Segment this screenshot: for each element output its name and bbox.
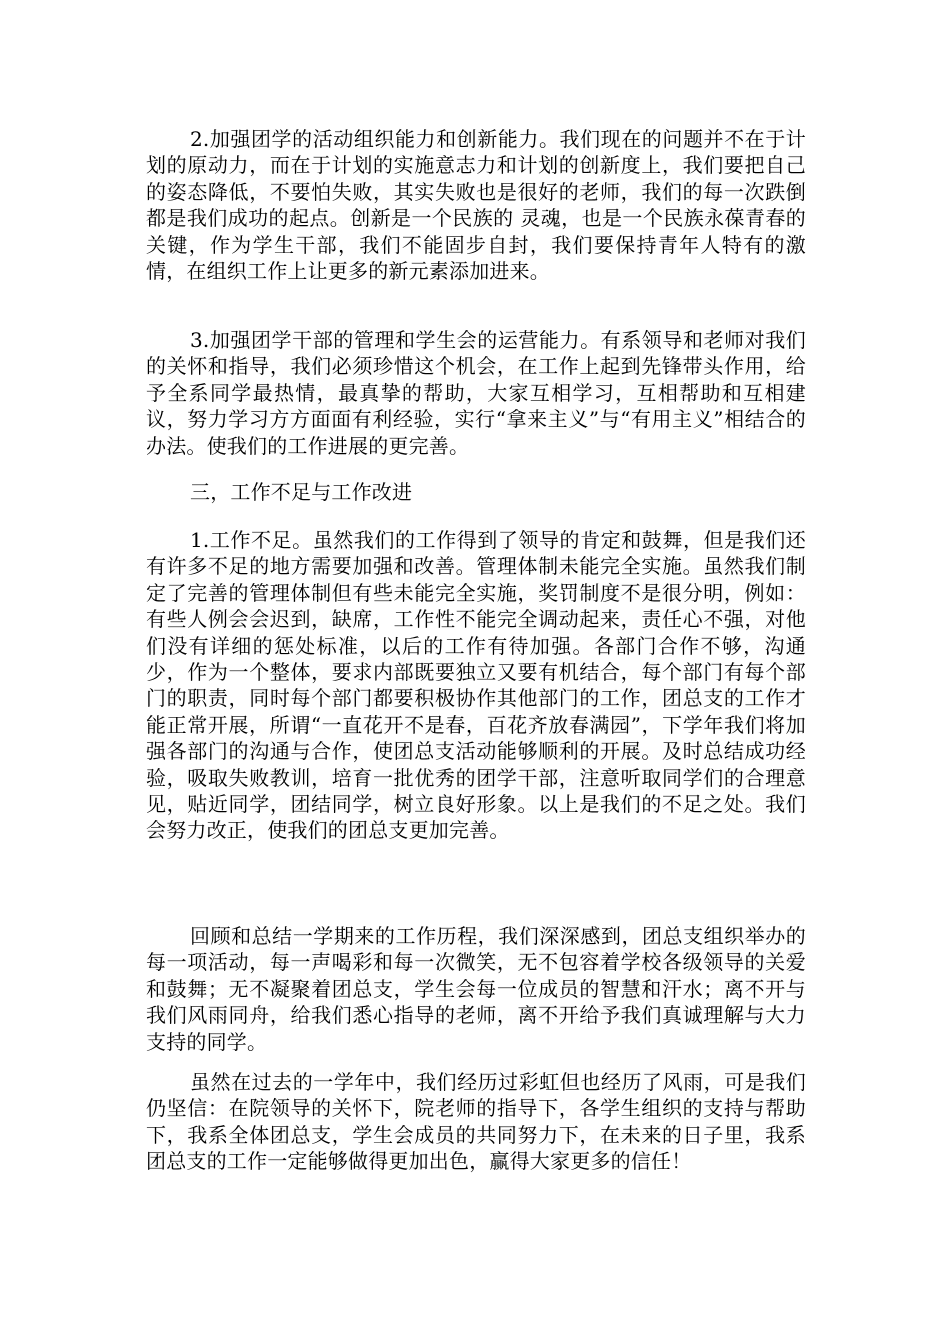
section-heading-shortcomings: 三，工作不足与工作改进 — [190, 480, 413, 504]
paragraph-review-summary: 回顾和总结一学期来的工作历程，我们深深感到，团总支组织举办的每一项活动，每一声喝彩和每一次微笑，无不包容着学校各级领导的关爱和鼓舞；无不凝聚着团总支，学生会每一位成员的智慧和汗水；离不开与我们风雨同舟，给我们悉心指导的老师，离不开给予我们真诚理解与大力支持的同学。 — [146, 924, 806, 1054]
paragraph-management-ability: 3.加强团学干部的管理和学生会的运营能力。有系领导和老师对我们的关怀和指导，我们必须珍惜这个机会，在工作上起到先锋带头作用，给予全系同学最热情，最真挚的帮助，大家互相学习，互相帮助和互相建议，努力学习方方面面有利经验，实行“拿来主义”与“有用主义”相结合的办法。使我们的工作进展的更完善。 — [146, 328, 806, 458]
paragraph-activity-organization: 2.加强团学的活动组织能力和创新能力。我们现在的问题并不在于计划的原动力，而在于计划的实施意志力和计划的创新度上，我们要把自己的姿态降低，不要怕失败，其实失败也是很好的老师，我们的每一次跌倒都是我们成功的起点。创新是一个民族的 灵魂，也是一个民族永葆青春的关键，作为学生干部，我们不能固步自封，我们要保持青年人特有的激情，在组织工作上让更多的新元素添加进来。 — [146, 127, 806, 284]
paragraph-work-shortcomings: 1.工作不足。虽然我们的工作得到了领导的肯定和鼓舞，但是我们还有许多不足的地方需要加强和改善。管理体制未能完全实施。虽然我们制定了完善的管理体制但有些未能完全实施，奖罚制度不是很分明，例如：有些人例会会迟到，缺席，工作性不能完全调动起来，责任心不强，对他们没有详细的惩处标准，以后的工作有待加强。各部门合作不够，沟通少，作为一个整体，要求内部既要独立又要有机结合，每个部门有每个部门的职责，同时每个部门都要积极协作其他部门的工作，团总支的工作才能正常开展，所谓“一直花开不是春，百花齐放春满园”，下学年我们将加强各部门的沟通与合作，使团总支活动能够顺利的开展。及时总结成功经验，吸取失败教训，培育一批优秀的团学干部，注意听取同学们的合理意见，贴近同学，团结同学，树立良好形象。以上是我们的不足之处。我们会努力改正，使我们的团总支更加完善。 — [146, 528, 806, 843]
paragraph-closing: 虽然在过去的一学年中，我们经历过彩虹但也经历了风雨，可是我们仍坚信：在院领导的关怀下，院老师的指导下，各学生组织的支持与帮助下，我系全体团总支，学生会成员的共同努力下，在未来的日子里，我系团总支的工作一定能够做得更加出色，赢得大家更多的信任！ — [146, 1070, 806, 1174]
